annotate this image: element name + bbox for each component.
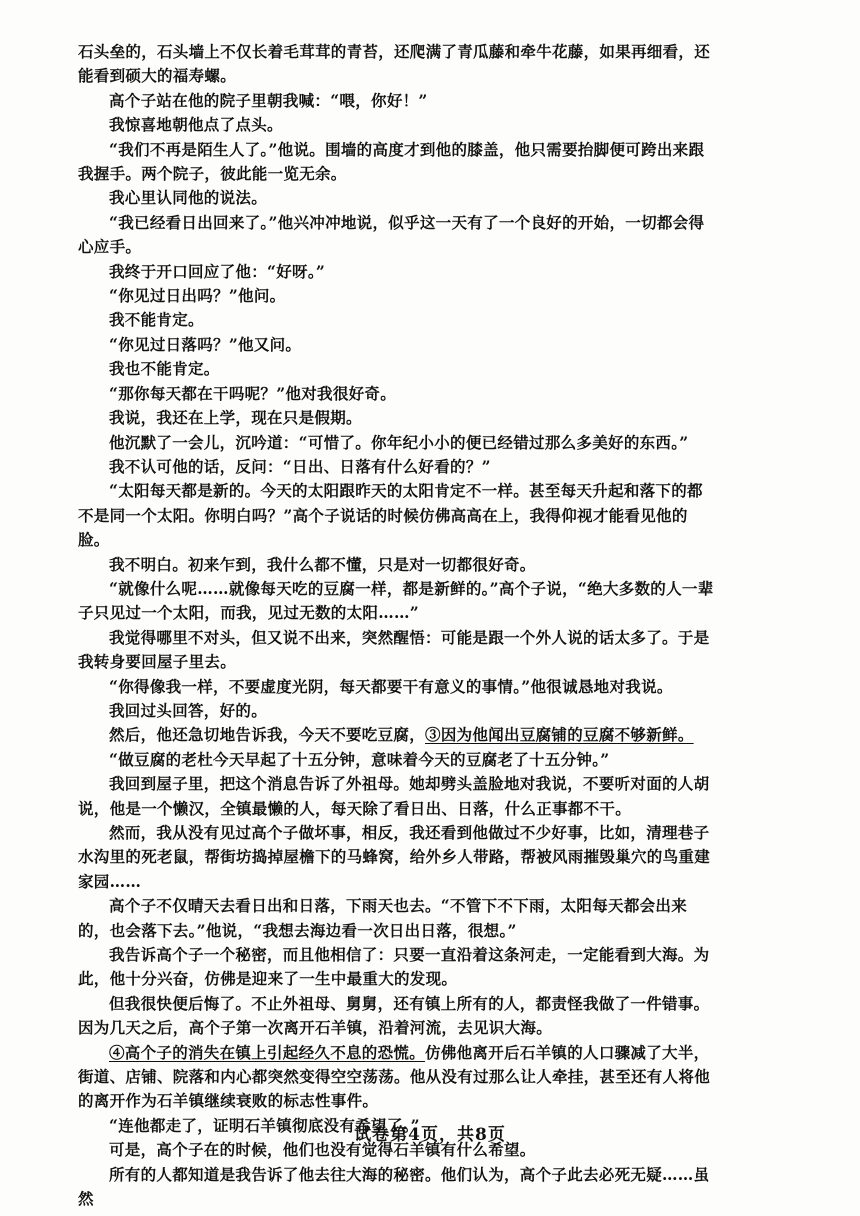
underlined-sentence-3: ③因为他闻出豆腐铺的豆腐不够新鲜。 <box>425 725 694 745</box>
paragraph: 我心里认同他的说法。 <box>109 188 268 208</box>
paragraph: 我终于开口回应了他：“好呀。” <box>109 261 326 281</box>
paragraph: 然而，我从没有见过高个子做坏事，相反，我还看到他做过不少好事，比如，清理巷子水沟里的死老鼠，帮街坊捣掉屋檐下的马蜂窝，给外乡人带路，帮被风雨摧毁巢穴的鸟重建家园…… <box>78 823 711 891</box>
paragraph: “连他都走了，证明石羊镇彻底没有希望了。” <box>109 1115 420 1135</box>
page-footer: 试卷第4页，共8页 <box>354 1125 506 1145</box>
paragraph: 可是，高个子在的时候，他们也没有觉得石羊镇有什么希望。 <box>109 1140 536 1160</box>
paragraph: “我们不再是陌生人了。”他说。围墙的高度才到他的膝盖，他只需要抬脚便可跨出来跟我握手。两个院子，彼此能一览无余。 <box>78 139 705 184</box>
paragraph: “做豆腐的老杜今天早起了十五分钟，意味着今天的豆腐老了十五分钟。” <box>109 749 610 769</box>
paragraph: “太阳每天都是新的。今天的太阳跟昨天的太阳肯定不一样。甚至每天升起和落下的都不是同一个太阳。你明白吗？”高个子说话的时候仿佛高高在上，我得仰视才能看见他的脸。 <box>78 481 703 550</box>
paragraph: 然后，他还急切地告诉我，今天不要吃豆腐，③因为他闻出豆腐铺的豆腐不够新鲜。 <box>109 725 694 745</box>
paragraph: 我说，我还在上学，现在只是假期。 <box>109 408 362 428</box>
paragraph: 我觉得哪里不对头，但又说不出来，突然醒悟：可能是跟一个外人说的话太多了。于是我转身要回屋子里去。 <box>78 627 710 672</box>
paragraph: 所有的人都知道是我告诉了他去往大海的秘密。他们认为，高个子此去必死无疑……虽然 <box>78 1164 710 1209</box>
paragraph: “就像什么呢……就像每天吃的豆腐一样，都是新鲜的。”高个子说，“绝大多数的人一辈子只见过一个太阳，而我，见过无数的太阳……” <box>78 578 714 623</box>
paragraph: 我不认可他的话，反问：“日出、日落有什么好看的？” <box>109 456 491 476</box>
paragraph: ④高个子的消失在镇上引起经久不息的恐慌。仿佛他离开后石羊镇的人口骤减了大半，街道、店铺、院落和内心都突然变得空空荡荡。他从没有过那么让人牵挂，甚至还有人将他的离开作为石羊镇继续衰败的标志性事件。 <box>78 1042 711 1111</box>
underlined-sentence-4: ④高个子的消失在镇上引起经久不息的恐慌。 <box>109 1042 426 1062</box>
paragraph: 石头垒的，石头墙上不仅长着毛茸茸的青苔，还爬满了青瓜藤和牵牛花藤，如果再细看，还能看到硕大的福寿螺。 <box>78 42 711 86</box>
paragraph: 我也不能肯定。 <box>109 359 220 379</box>
paragraph: “那你每天都在干吗呢？”他对我很好奇。 <box>109 383 397 403</box>
paragraph: 但我很快便后悔了。不止外祖母、舅舅，还有镇上所有的人，都责怪我做了一件错事。因为几天之后，高个子第一次离开石羊镇，沿着河流，去见识大海。 <box>78 993 710 1038</box>
paragraph: “你得像我一样，不要虚度光阴，每天都要干有意义的事情。”他很诚恳地对我说。 <box>109 676 673 696</box>
paragraph: 我回过头回答，好的。 <box>109 700 268 720</box>
paragraph: 我不明白。初来乍到，我什么都不懂，只是对一切都很好奇。 <box>109 554 536 574</box>
paragraph: “你见过日出吗？”他问。 <box>109 286 286 306</box>
passage-text <box>78 40 718 1212</box>
paragraph: 我回到屋子里，把这个消息告诉了外祖母。她却劈头盖脸地对我说，不要听对面的人胡说，他是一个懒汉，全镇最懒的人，每天除了看日出、日落，什么正事都不干。 <box>78 774 710 818</box>
paragraph: 我惊喜地朝他点了点头。 <box>109 115 283 135</box>
paragraph: 高个子站在他的院子里朝我喊：“喂，你好！” <box>109 90 428 110</box>
paragraph: 我告诉高个子一个秘密，而且他相信了：只要一直沿着这条河走，一定能看到大海。为此，他十分兴奋，仿佛是迎来了一生中最重大的发现。 <box>78 945 710 989</box>
paragraph: “我已经看日出回来了。”他兴冲冲地说，似乎这一天有了一个良好的开始，一切都会得心应手。 <box>78 212 705 257</box>
paragraph: 我不能肯定。 <box>109 310 204 330</box>
paragraph: 他沉默了一会儿，沉吟道：“可惜了。你年纪小小的便已经错过那么多美好的东西。” <box>109 432 689 452</box>
paragraph: “你见过日落吗？”他又问。 <box>109 334 302 354</box>
paragraph: 高个子不仅晴天去看日出和日落，下雨天也去。“不管下不下雨，太阳每天都会出来的，也会落下去。”他说，“我想去海边看一次日出日落，很想。” <box>78 896 688 940</box>
